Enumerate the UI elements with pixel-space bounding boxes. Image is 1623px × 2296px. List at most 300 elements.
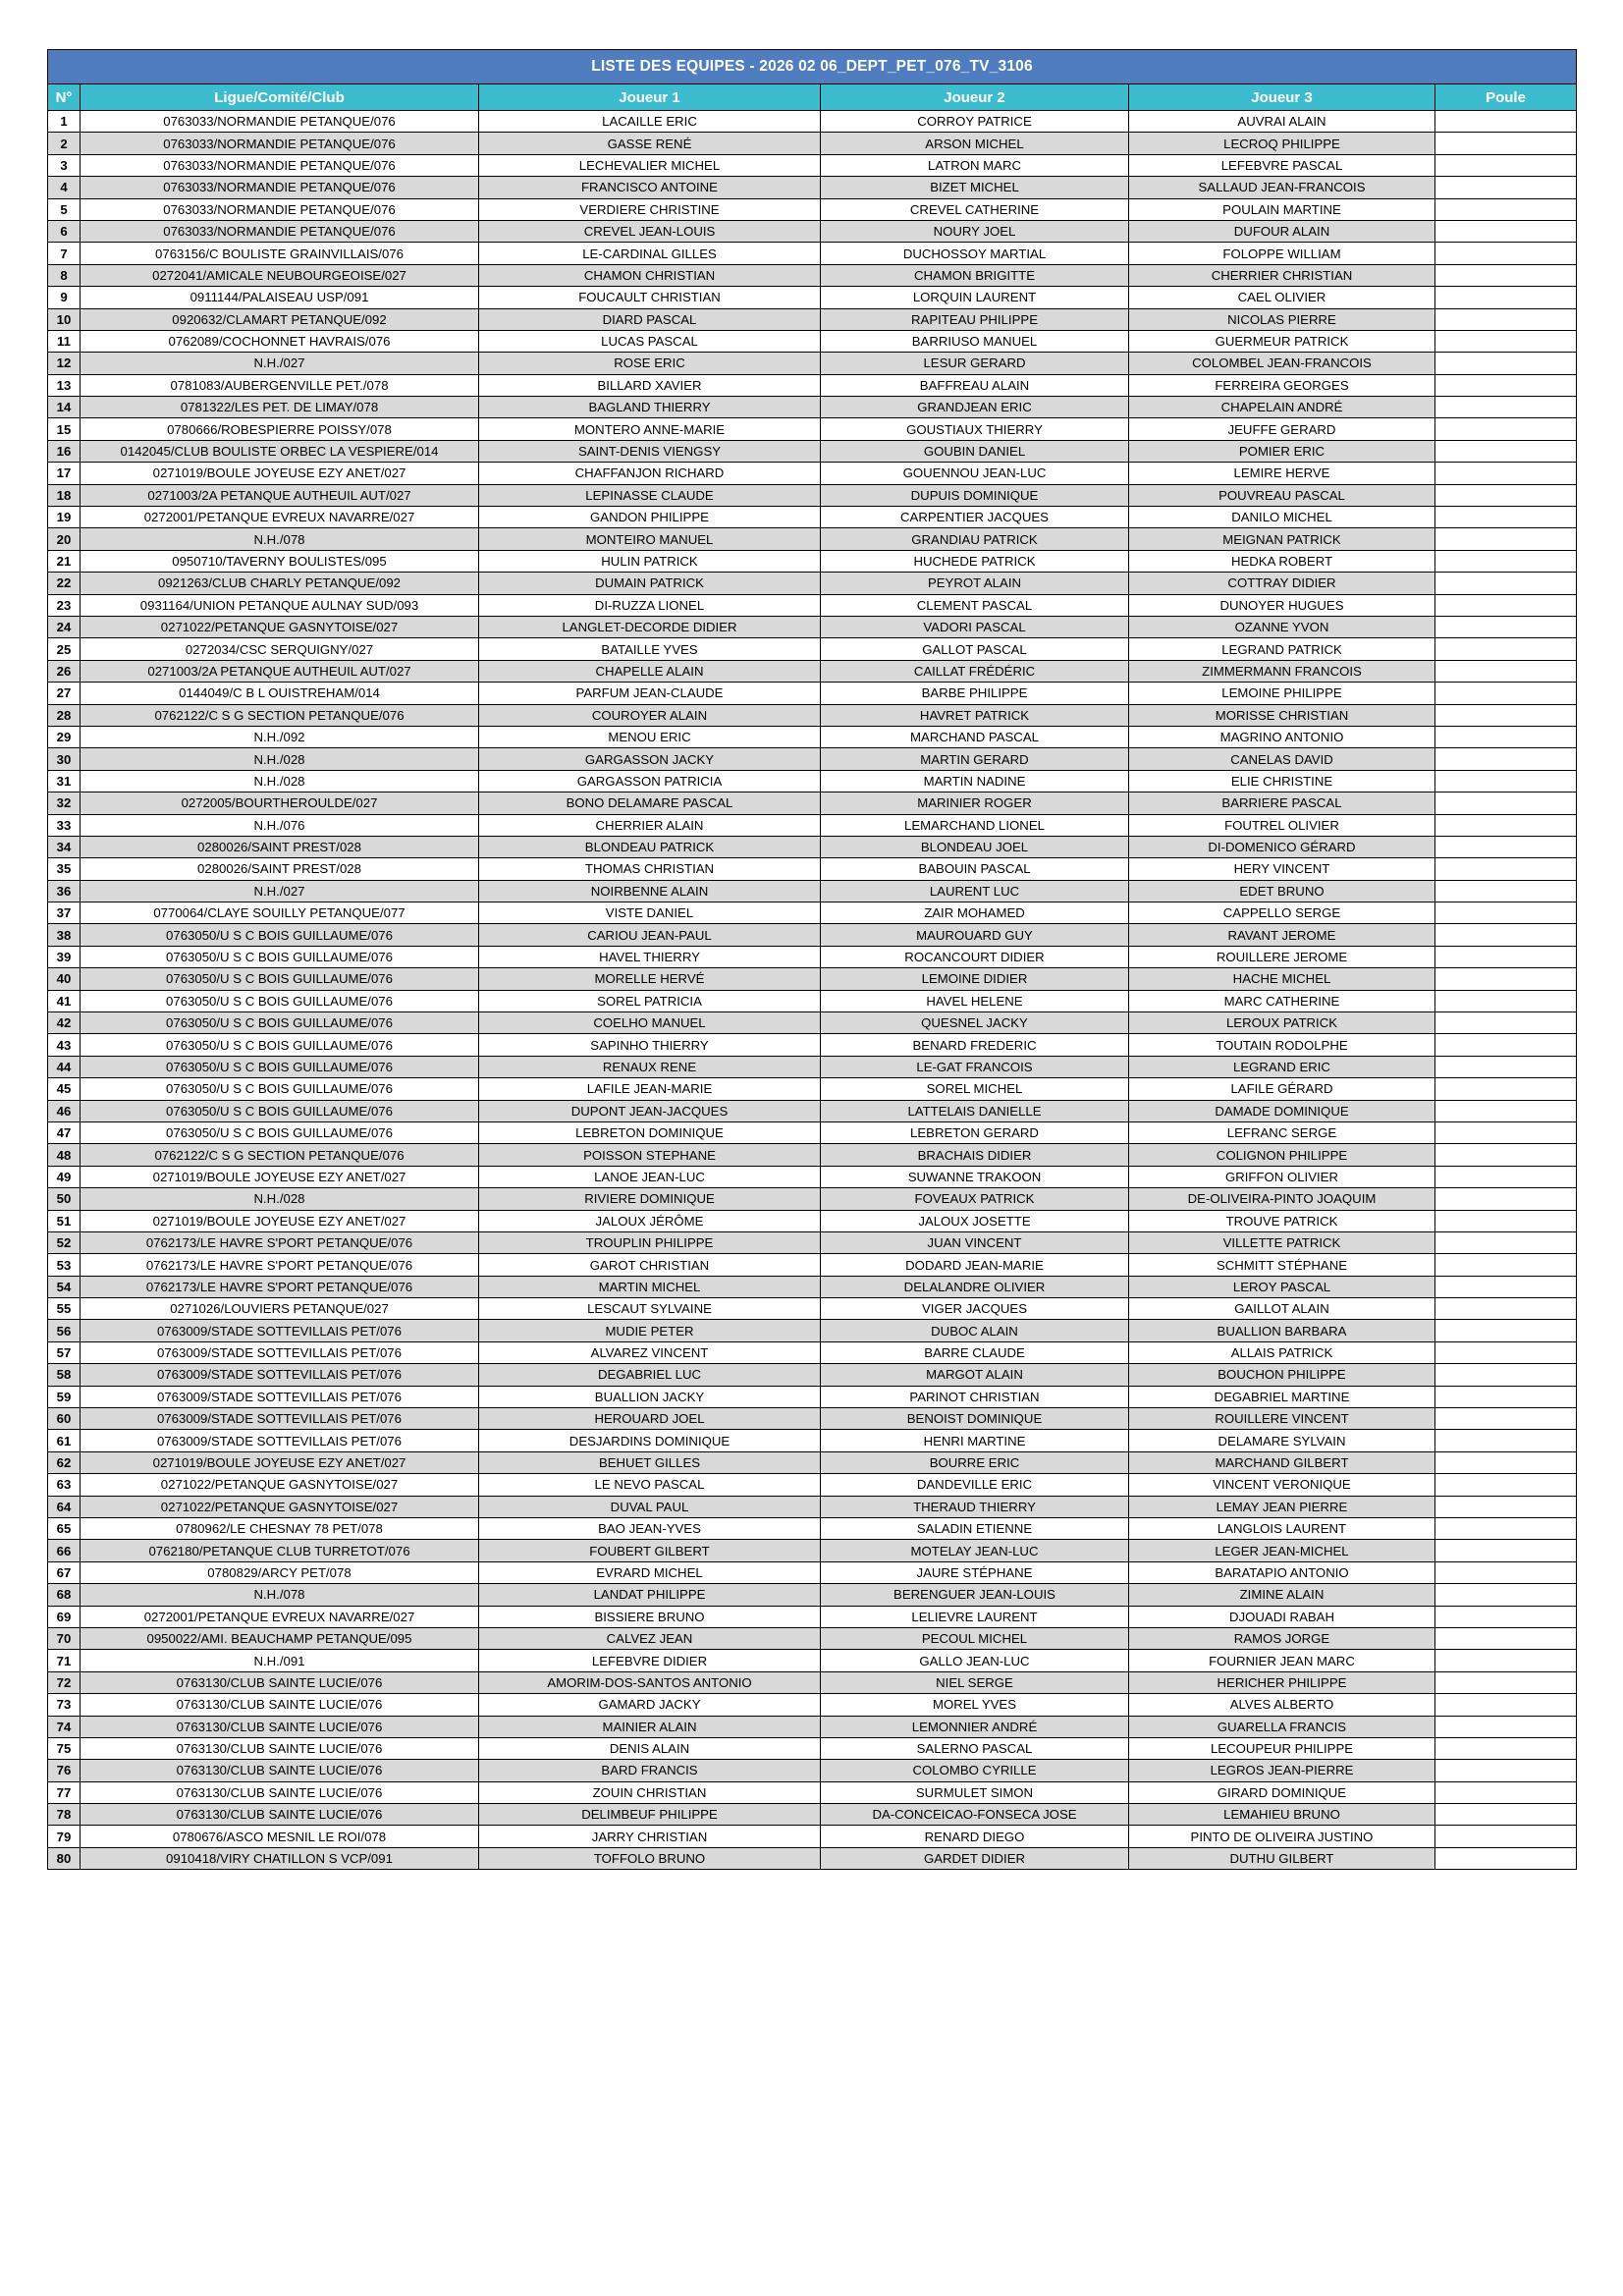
cell-joueur1: SOREL PATRICIA: [479, 990, 821, 1011]
cell-joueur1: CARIOU JEAN-PAUL: [479, 924, 821, 946]
table-row: [48, 594, 1577, 616]
table-row: [48, 638, 1577, 660]
cell-joueur1: LUCAS PASCAL: [479, 330, 821, 352]
cell-num: 25: [48, 638, 81, 660]
cell-poule: [1435, 1737, 1577, 1759]
cell-joueur3: ROUILLERE VINCENT: [1129, 1408, 1435, 1430]
cell-poule: [1435, 1341, 1577, 1363]
cell-poule: [1435, 507, 1577, 528]
cell-poule: [1435, 1826, 1577, 1847]
cell-joueur3: HERICHER PHILIPPE: [1129, 1671, 1435, 1693]
cell-club: N.H./092: [81, 726, 479, 747]
cell-joueur3: LECOUPEUR PHILIPPE: [1129, 1737, 1435, 1759]
cell-joueur1: BISSIERE BRUNO: [479, 1606, 821, 1627]
cell-joueur3: VILLETTE PATRICK: [1129, 1231, 1435, 1253]
cell-joueur1: MONTERO ANNE-MARIE: [479, 418, 821, 440]
cell-poule: [1435, 1012, 1577, 1034]
cell-joueur3: LEGRAND PATRICK: [1129, 638, 1435, 660]
cell-joueur3: MORISSE CHRISTIAN: [1129, 704, 1435, 726]
cell-poule: [1435, 924, 1577, 946]
table-row: [48, 243, 1577, 264]
cell-joueur2: CORROY PATRICE: [821, 111, 1129, 133]
cell-joueur2: MARTIN NADINE: [821, 770, 1129, 792]
cell-joueur3: LAFILE GÉRARD: [1129, 1078, 1435, 1100]
cell-joueur2: LEBRETON GERARD: [821, 1121, 1129, 1143]
cell-poule: [1435, 726, 1577, 747]
cell-poule: [1435, 616, 1577, 637]
table-row: [48, 463, 1577, 484]
cell-joueur1: JARRY CHRISTIAN: [479, 1826, 821, 1847]
cell-joueur2: THERAUD THIERRY: [821, 1496, 1129, 1517]
cell-club: 0763033/NORMANDIE PETANQUE/076: [81, 177, 479, 198]
cell-poule: [1435, 1694, 1577, 1716]
cell-joueur3: VINCENT VERONIQUE: [1129, 1474, 1435, 1496]
cell-joueur3: FERREIRA GEORGES: [1129, 374, 1435, 396]
cell-num: 39: [48, 946, 81, 967]
cell-poule: [1435, 353, 1577, 374]
cell-num: 27: [48, 683, 81, 704]
table-title-row: [48, 50, 1577, 84]
table-row: [48, 1847, 1577, 1869]
cell-poule: [1435, 1188, 1577, 1210]
cell-joueur1: FOUBERT GILBERT: [479, 1540, 821, 1561]
cell-club: N.H./078: [81, 1584, 479, 1606]
cell-joueur1: RIVIERE DOMINIQUE: [479, 1188, 821, 1210]
cell-club: 0780962/LE CHESNAY 78 PET/078: [81, 1518, 479, 1540]
cell-poule: [1435, 1078, 1577, 1100]
cell-joueur2: LEMARCHAND LIONEL: [821, 814, 1129, 836]
cell-joueur3: MARC CATHERINE: [1129, 990, 1435, 1011]
cell-poule: [1435, 418, 1577, 440]
cell-club: 0762173/LE HAVRE S'PORT PETANQUE/076: [81, 1231, 479, 1253]
cell-poule: [1435, 1584, 1577, 1606]
cell-joueur2: QUESNEL JACKY: [821, 1012, 1129, 1034]
table-row: [48, 1716, 1577, 1737]
cell-num: 78: [48, 1804, 81, 1826]
cell-poule: [1435, 1056, 1577, 1077]
cell-num: 77: [48, 1781, 81, 1803]
cell-joueur1: LANOE JEAN-LUC: [479, 1166, 821, 1187]
cell-joueur1: LANDAT PHILIPPE: [479, 1584, 821, 1606]
cell-num: 70: [48, 1627, 81, 1649]
cell-club: 0763009/STADE SOTTEVILLAIS PET/076: [81, 1320, 479, 1341]
cell-club: 0763130/CLUB SAINTE LUCIE/076: [81, 1694, 479, 1716]
cell-num: 54: [48, 1276, 81, 1297]
cell-joueur1: BEHUET GILLES: [479, 1451, 821, 1473]
cell-club: N.H./028: [81, 770, 479, 792]
cell-num: 18: [48, 484, 81, 506]
table-row: [48, 330, 1577, 352]
cell-joueur3: GUERMEUR PATRICK: [1129, 330, 1435, 352]
cell-poule: [1435, 638, 1577, 660]
cell-club: 0781083/AUBERGENVILLE PET./078: [81, 374, 479, 396]
cell-poule: [1435, 1166, 1577, 1187]
cell-club: N.H./028: [81, 1188, 479, 1210]
cell-club: N.H./027: [81, 880, 479, 902]
cell-joueur1: RENAUX RENE: [479, 1056, 821, 1077]
cell-joueur2: BABOUIN PASCAL: [821, 858, 1129, 880]
cell-club: 0763050/U S C BOIS GUILLAUME/076: [81, 968, 479, 990]
table-row: [48, 616, 1577, 637]
cell-joueur2: JUAN VINCENT: [821, 1231, 1129, 1253]
cell-poule: [1435, 154, 1577, 176]
cell-joueur1: VERDIERE CHRISTINE: [479, 198, 821, 220]
table-row: [48, 1121, 1577, 1143]
cell-joueur3: FOURNIER JEAN MARC: [1129, 1650, 1435, 1671]
table-header-row: [48, 84, 1577, 111]
cell-club: 0763130/CLUB SAINTE LUCIE/076: [81, 1760, 479, 1781]
cell-joueur1: LECHEVALIER MICHEL: [479, 154, 821, 176]
cell-num: 17: [48, 463, 81, 484]
cell-joueur3: EDET BRUNO: [1129, 880, 1435, 902]
cell-joueur3: CHERRIER CHRISTIAN: [1129, 264, 1435, 286]
cell-club: 0762180/PETANQUE CLUB TURRETOT/076: [81, 1540, 479, 1561]
cell-joueur3: LEGER JEAN-MICHEL: [1129, 1540, 1435, 1561]
cell-joueur1: DENIS ALAIN: [479, 1737, 821, 1759]
teams-table-body: [48, 111, 1577, 1870]
table-row: [48, 177, 1577, 198]
cell-joueur3: POMIER ERIC: [1129, 440, 1435, 462]
cell-joueur1: POISSON STEPHANE: [479, 1144, 821, 1166]
cell-club: 0271019/BOULE JOYEUSE EZY ANET/027: [81, 1210, 479, 1231]
cell-joueur1: COELHO MANUEL: [479, 1012, 821, 1034]
table-row: [48, 1320, 1577, 1341]
cell-club: 0271022/PETANQUE GASNYTOISE/027: [81, 616, 479, 637]
cell-joueur3: DJOUADI RABAH: [1129, 1606, 1435, 1627]
cell-num: 11: [48, 330, 81, 352]
cell-club: 0763130/CLUB SAINTE LUCIE/076: [81, 1781, 479, 1803]
cell-num: 26: [48, 660, 81, 682]
cell-num: 56: [48, 1320, 81, 1341]
cell-num: 35: [48, 858, 81, 880]
cell-poule: [1435, 1121, 1577, 1143]
cell-num: 73: [48, 1694, 81, 1716]
cell-num: 12: [48, 353, 81, 374]
cell-joueur1: HEROUARD JOEL: [479, 1408, 821, 1430]
table-row: [48, 858, 1577, 880]
table-row: [48, 1760, 1577, 1781]
table-row: [48, 880, 1577, 902]
cell-num: 66: [48, 1540, 81, 1561]
cell-num: 2: [48, 133, 81, 154]
cell-poule: [1435, 660, 1577, 682]
cell-joueur1: LAFILE JEAN-MARIE: [479, 1078, 821, 1100]
table-row: [48, 770, 1577, 792]
cell-poule: [1435, 1210, 1577, 1231]
cell-joueur3: LEROY PASCAL: [1129, 1276, 1435, 1297]
cell-joueur3: JEUFFE GERARD: [1129, 418, 1435, 440]
cell-num: 65: [48, 1518, 81, 1540]
cell-joueur3: ALLAIS PATRICK: [1129, 1341, 1435, 1363]
cell-poule: [1435, 1408, 1577, 1430]
cell-joueur1: DESJARDINS DOMINIQUE: [479, 1430, 821, 1451]
cell-poule: [1435, 330, 1577, 352]
cell-club: 0763130/CLUB SAINTE LUCIE/076: [81, 1671, 479, 1693]
cell-club: 0272001/PETANQUE EVREUX NAVARRE/027: [81, 1606, 479, 1627]
table-row: [48, 287, 1577, 308]
cell-joueur3: MEIGNAN PATRICK: [1129, 528, 1435, 550]
column-header-club: Ligue/Comité/Club: [81, 84, 479, 111]
cell-joueur1: CHAFFANJON RICHARD: [479, 463, 821, 484]
cell-poule: [1435, 1847, 1577, 1869]
cell-num: 4: [48, 177, 81, 198]
cell-joueur2: PARINOT CHRISTIAN: [821, 1386, 1129, 1407]
cell-joueur2: GALLO JEAN-LUC: [821, 1650, 1129, 1671]
cell-joueur1: GARGASSON JACKY: [479, 748, 821, 770]
cell-poule: [1435, 308, 1577, 330]
cell-num: 45: [48, 1078, 81, 1100]
cell-num: 9: [48, 287, 81, 308]
cell-joueur3: LEMOINE PHILIPPE: [1129, 683, 1435, 704]
table-row: [48, 683, 1577, 704]
cell-joueur3: GUARELLA FRANCIS: [1129, 1716, 1435, 1737]
cell-num: 40: [48, 968, 81, 990]
cell-num: 46: [48, 1100, 81, 1121]
cell-joueur3: MAGRINO ANTONIO: [1129, 726, 1435, 747]
cell-poule: [1435, 1760, 1577, 1781]
cell-club: 0763009/STADE SOTTEVILLAIS PET/076: [81, 1364, 479, 1386]
cell-joueur2: JAURE STÉPHANE: [821, 1561, 1129, 1583]
cell-num: 63: [48, 1474, 81, 1496]
table-row: [48, 793, 1577, 814]
cell-num: 72: [48, 1671, 81, 1693]
cell-num: 38: [48, 924, 81, 946]
cell-joueur1: MARTIN MICHEL: [479, 1276, 821, 1297]
cell-joueur3: BUALLION BARBARA: [1129, 1320, 1435, 1341]
cell-poule: [1435, 1254, 1577, 1276]
cell-poule: [1435, 990, 1577, 1011]
cell-joueur2: BOURRE ERIC: [821, 1451, 1129, 1473]
cell-joueur3: RAMOS JORGE: [1129, 1627, 1435, 1649]
cell-num: 16: [48, 440, 81, 462]
table-row: [48, 484, 1577, 506]
table-row: [48, 1012, 1577, 1034]
table-row: [48, 1386, 1577, 1407]
cell-joueur2: BENOIST DOMINIQUE: [821, 1408, 1129, 1430]
cell-joueur3: GIRARD DOMINIQUE: [1129, 1781, 1435, 1803]
cell-joueur2: PECOUL MICHEL: [821, 1627, 1129, 1649]
table-row: [48, 1430, 1577, 1451]
cell-num: 62: [48, 1451, 81, 1473]
cell-joueur3: LANGLOIS LAURENT: [1129, 1518, 1435, 1540]
cell-club: 0931164/UNION PETANQUE AULNAY SUD/093: [81, 594, 479, 616]
cell-joueur2: GARDET DIDIER: [821, 1847, 1129, 1869]
cell-club: 0950710/TAVERNY BOULISTES/095: [81, 550, 479, 572]
cell-joueur2: DODARD JEAN-MARIE: [821, 1254, 1129, 1276]
cell-club: 0763130/CLUB SAINTE LUCIE/076: [81, 1737, 479, 1759]
table-row: [48, 1737, 1577, 1759]
table-row: [48, 550, 1577, 572]
table-row: [48, 1496, 1577, 1517]
table-row: [48, 704, 1577, 726]
cell-joueur2: BIZET MICHEL: [821, 177, 1129, 198]
cell-joueur2: GRANDJEAN ERIC: [821, 397, 1129, 418]
cell-poule: [1435, 484, 1577, 506]
cell-joueur1: TOFFOLO BRUNO: [479, 1847, 821, 1869]
table-row: [48, 1144, 1577, 1166]
cell-joueur2: MARGOT ALAIN: [821, 1364, 1129, 1386]
cell-joueur3: BOUCHON PHILIPPE: [1129, 1364, 1435, 1386]
cell-joueur1: DEGABRIEL LUC: [479, 1364, 821, 1386]
cell-joueur1: LE-CARDINAL GILLES: [479, 243, 821, 264]
cell-joueur1: DUMAIN PATRICK: [479, 573, 821, 594]
cell-joueur2: RAPITEAU PHILIPPE: [821, 308, 1129, 330]
cell-num: 10: [48, 308, 81, 330]
cell-joueur2: SUWANNE TRAKOON: [821, 1166, 1129, 1187]
table-row: [48, 748, 1577, 770]
cell-joueur1: ALVAREZ VINCENT: [479, 1341, 821, 1363]
cell-num: 74: [48, 1716, 81, 1737]
table-row: [48, 902, 1577, 924]
cell-joueur3: RAVANT JEROME: [1129, 924, 1435, 946]
cell-num: 43: [48, 1034, 81, 1056]
cell-poule: [1435, 220, 1577, 242]
cell-joueur3: CHAPELAIN ANDRÉ: [1129, 397, 1435, 418]
cell-joueur2: NIEL SERGE: [821, 1671, 1129, 1693]
cell-club: 0271003/2A PETANQUE AUTHEUIL AUT/027: [81, 660, 479, 682]
cell-joueur3: DEGABRIEL MARTINE: [1129, 1386, 1435, 1407]
cell-joueur3: ZIMINE ALAIN: [1129, 1584, 1435, 1606]
cell-joueur2: SURMULET SIMON: [821, 1781, 1129, 1803]
cell-club: 0271022/PETANQUE GASNYTOISE/027: [81, 1474, 479, 1496]
cell-club: 0280026/SAINT PREST/028: [81, 858, 479, 880]
cell-poule: [1435, 374, 1577, 396]
cell-club: 0272005/BOURTHEROULDE/027: [81, 793, 479, 814]
cell-joueur2: MAUROUARD GUY: [821, 924, 1129, 946]
cell-poule: [1435, 1561, 1577, 1583]
cell-joueur3: ELIE CHRISTINE: [1129, 770, 1435, 792]
cell-poule: [1435, 243, 1577, 264]
cell-joueur1: TROUPLIN PHILIPPE: [479, 1231, 821, 1253]
cell-club: 0144049/C B L OUISTREHAM/014: [81, 683, 479, 704]
cell-num: 79: [48, 1826, 81, 1847]
cell-joueur2: MARTIN GERARD: [821, 748, 1129, 770]
column-header-joueur2: Joueur 2: [821, 84, 1129, 111]
cell-poule: [1435, 594, 1577, 616]
cell-joueur1: GAMARD JACKY: [479, 1694, 821, 1716]
cell-poule: [1435, 1781, 1577, 1803]
cell-joueur1: LE NEVO PASCAL: [479, 1474, 821, 1496]
table-row: [48, 507, 1577, 528]
cell-joueur2: GOUSTIAUX THIERRY: [821, 418, 1129, 440]
cell-poule: [1435, 440, 1577, 462]
cell-joueur2: BLONDEAU JOEL: [821, 836, 1129, 857]
cell-num: 67: [48, 1561, 81, 1583]
cell-club: 0763050/U S C BOIS GUILLAUME/076: [81, 1100, 479, 1121]
table-row: [48, 1606, 1577, 1627]
cell-club: 0763050/U S C BOIS GUILLAUME/076: [81, 924, 479, 946]
cell-joueur1: SAINT-DENIS VIENGSY: [479, 440, 821, 462]
cell-joueur3: LEROUX PATRICK: [1129, 1012, 1435, 1034]
cell-poule: [1435, 1540, 1577, 1561]
cell-joueur1: BILLARD XAVIER: [479, 374, 821, 396]
table-row: [48, 573, 1577, 594]
cell-joueur1: CHAMON CHRISTIAN: [479, 264, 821, 286]
cell-joueur1: HAVEL THIERRY: [479, 946, 821, 967]
table-row: [48, 308, 1577, 330]
cell-joueur2: GRANDIAU PATRICK: [821, 528, 1129, 550]
table-row: [48, 440, 1577, 462]
cell-joueur2: LATRON MARC: [821, 154, 1129, 176]
table-row: [48, 946, 1577, 967]
cell-joueur3: LEMAHIEU BRUNO: [1129, 1804, 1435, 1826]
cell-poule: [1435, 198, 1577, 220]
cell-joueur2: BAFFREAU ALAIN: [821, 374, 1129, 396]
cell-num: 41: [48, 990, 81, 1011]
cell-joueur2: GOUENNOU JEAN-LUC: [821, 463, 1129, 484]
cell-num: 20: [48, 528, 81, 550]
cell-num: 31: [48, 770, 81, 792]
cell-joueur1: EVRARD MICHEL: [479, 1561, 821, 1583]
table-row: [48, 1254, 1577, 1276]
cell-num: 59: [48, 1386, 81, 1407]
cell-club: N.H./076: [81, 814, 479, 836]
cell-poule: [1435, 287, 1577, 308]
cell-num: 55: [48, 1298, 81, 1320]
cell-num: 80: [48, 1847, 81, 1869]
cell-num: 22: [48, 573, 81, 594]
table-row: [48, 154, 1577, 176]
cell-club: 0763033/NORMANDIE PETANQUE/076: [81, 220, 479, 242]
cell-joueur3: PINTO DE OLIVEIRA JUSTINO: [1129, 1826, 1435, 1847]
cell-num: 61: [48, 1430, 81, 1451]
cell-joueur1: BAO JEAN-YVES: [479, 1518, 821, 1540]
cell-poule: [1435, 264, 1577, 286]
cell-joueur1: LEFEBVRE DIDIER: [479, 1650, 821, 1671]
cell-num: 49: [48, 1166, 81, 1187]
cell-joueur3: TROUVE PATRICK: [1129, 1210, 1435, 1231]
cell-poule: [1435, 1386, 1577, 1407]
cell-joueur1: CHERRIER ALAIN: [479, 814, 821, 836]
cell-joueur3: LEFEBVRE PASCAL: [1129, 154, 1435, 176]
cell-joueur1: MONTEIRO MANUEL: [479, 528, 821, 550]
cell-joueur1: JALOUX JÉRÔME: [479, 1210, 821, 1231]
cell-joueur2: HUCHEDE PATRICK: [821, 550, 1129, 572]
cell-joueur2: FOVEAUX PATRICK: [821, 1188, 1129, 1210]
cell-club: 0280026/SAINT PREST/028: [81, 836, 479, 857]
cell-joueur2: MARCHAND PASCAL: [821, 726, 1129, 747]
cell-joueur3: LECROQ PHILIPPE: [1129, 133, 1435, 154]
cell-poule: [1435, 397, 1577, 418]
cell-joueur2: CHAMON BRIGITTE: [821, 264, 1129, 286]
table-row: [48, 1781, 1577, 1803]
cell-club: 0271019/BOULE JOYEUSE EZY ANET/027: [81, 1166, 479, 1187]
cell-poule: [1435, 133, 1577, 154]
cell-joueur3: NICOLAS PIERRE: [1129, 308, 1435, 330]
cell-joueur1: BARD FRANCIS: [479, 1760, 821, 1781]
cell-club: 0763156/C BOULISTE GRAINVILLAIS/076: [81, 243, 479, 264]
table-row: [48, 1826, 1577, 1847]
cell-joueur3: LEMIRE HERVE: [1129, 463, 1435, 484]
table-row: [48, 1034, 1577, 1056]
cell-joueur2: BERENGUER JEAN-LOUIS: [821, 1584, 1129, 1606]
cell-joueur3: DUTHU GILBERT: [1129, 1847, 1435, 1869]
cell-club: N.H./028: [81, 748, 479, 770]
cell-joueur2: GOUBIN DANIEL: [821, 440, 1129, 462]
cell-club: 0780676/ASCO MESNIL LE ROI/078: [81, 1826, 479, 1847]
table-row: [48, 1518, 1577, 1540]
cell-joueur2: DANDEVILLE ERIC: [821, 1474, 1129, 1496]
cell-poule: [1435, 1627, 1577, 1649]
cell-joueur3: BARATAPIO ANTONIO: [1129, 1561, 1435, 1583]
cell-num: 47: [48, 1121, 81, 1143]
cell-num: 57: [48, 1341, 81, 1363]
cell-num: 29: [48, 726, 81, 747]
cell-club: 0763050/U S C BOIS GUILLAUME/076: [81, 1121, 479, 1143]
cell-joueur3: SALLAUD JEAN-FRANCOIS: [1129, 177, 1435, 198]
cell-joueur3: LEGRAND ERIC: [1129, 1056, 1435, 1077]
cell-num: 44: [48, 1056, 81, 1077]
